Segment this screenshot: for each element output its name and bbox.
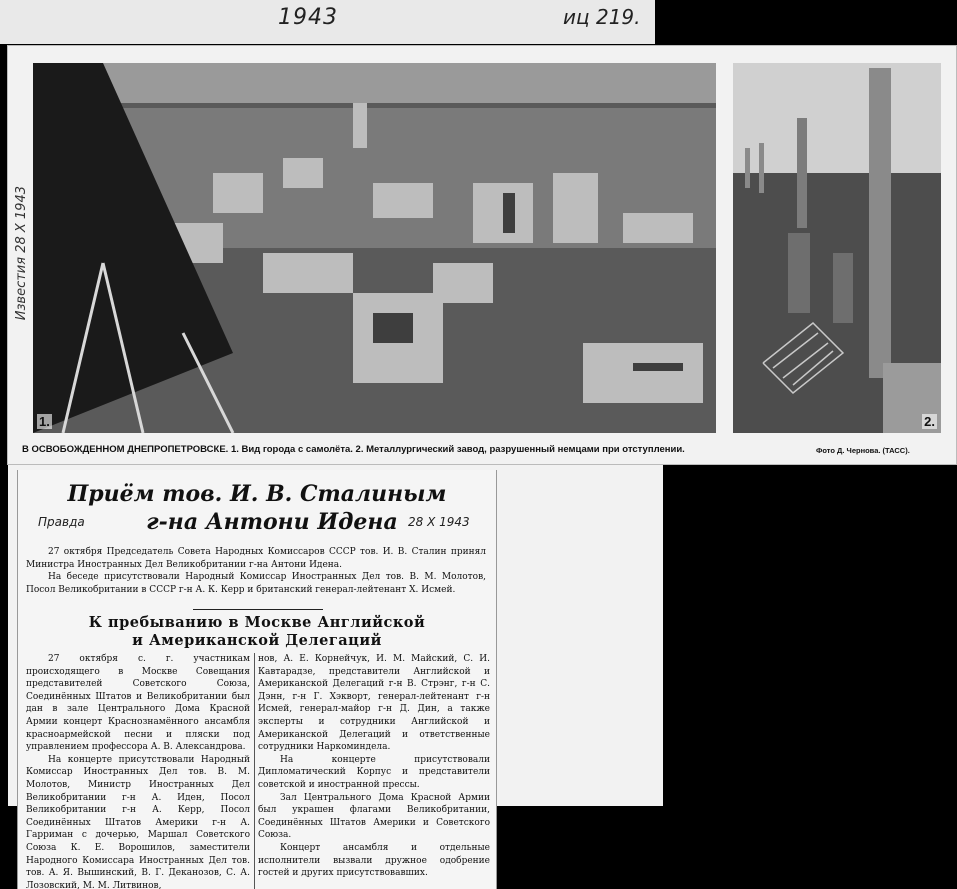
column-paragraph: Зал Центрального Дома Красной Армии был украшен флагами Великобритании, Соединённых Штатов Америки и Советского Союза. — [258, 792, 490, 841]
photo-destroyed-steel-plant — [733, 63, 941, 433]
column-paragraph: На концерте присутствовали Народный Комиссар Иностранных Дел тов. В. М. Молотов, Министр Иностранных Дел Великобритании г-н А. Иден, Посол Великобритании г-н А. Керр, Посол Соединённых Штатов Америки г-н А. Гарриман с дочерью, Маршал Советского Союза К. Е. Ворошилов, заместители Народного Комиссара Иностранных Дел тов. тов. А. Я. Вышинский, В. Г. Деканозов, С. А. Лозовский, М. М. Литвинов, — [26, 754, 250, 889]
archive-header-strip — [0, 0, 655, 44]
photo-caption — [22, 444, 922, 455]
handwritten-article-date: 28 X 1943 — [408, 515, 470, 529]
article-intro — [26, 546, 486, 596]
city-photo-image — [33, 63, 716, 433]
column-paragraph: 27 октября с. г. участникам происходящего в Москве Совещания представителей Советского Союза, Соединённых Штатов и Великобритании был дан в зале Центрального Дома Красной Армии концерт Краснознамённого ансамбля красноармейской песни и пляски под управлением профессора А. В. Александрова. — [26, 654, 250, 753]
photo-number-1: 1. — [39, 414, 50, 429]
subheading-line-2: и Американской Делегаций — [132, 632, 382, 649]
news-article — [17, 470, 497, 889]
article-subheading — [18, 614, 496, 650]
handwritten-side-note: Известия 28 X 1943 — [14, 186, 29, 321]
headline-line-2: г-на Антони Идена — [146, 509, 398, 535]
photo-city-aerial-view — [33, 63, 716, 433]
photo-credit: Фото Д. Чернова. (ТАСС). — [816, 446, 910, 455]
column-paragraph: На концерте присутствовали Дипломатический Корпус и представители советской и иностранной прессы. — [258, 754, 490, 790]
article-column-2 — [258, 653, 490, 880]
intro-paragraph: 27 октября Председатель Совета Народных Комиссаров СССР тов. И. В. Сталин принял Министра Иностранных Дел Великобритании г-на Антони Идена. — [26, 547, 486, 570]
article-column-1 — [26, 653, 250, 889]
headline-line-1: Приём тов. И. В. Сталиным — [67, 481, 447, 507]
handwritten-code: иц 219. — [563, 5, 641, 29]
handwritten-year: 1943 — [278, 5, 338, 30]
intro-paragraph: На беседе присутствовали Народный Комиссар Иностранных Дел тов. В. М. Молотов, Посол Великобритании в СССР г-н А. К. Керр и британский генерал-лейтенант Х. Исмей. — [26, 572, 486, 595]
caption-text: В ОСВОБОЖДЕННОМ ДНЕПРОПЕТРОВСКЕ. 1. Вид города с самолёта. 2. Металлургический завод, разрушенный немцами при отступлении. — [22, 444, 685, 455]
column-divider — [254, 653, 255, 889]
handwritten-source: Правда — [38, 515, 85, 529]
section-divider — [193, 609, 323, 610]
photo-number-2: 2. — [924, 414, 935, 429]
plant-photo-image — [733, 63, 941, 433]
subheading-line-1: К пребыванию в Москве Английской — [88, 614, 426, 631]
column-paragraph: нов, А. Е. Корнейчук, И. М. Майский, С. И. Кавтарадзе, представители Английской и Американской Делегаций г-н В. Стрэнг, г-н С. Дэнн, г-н Г. Хэкворт, генерал-лейтенант г-н Исмей, генерал-майор г-н Д. Дин, а также эксперты и сотрудники Английской и Американской Делегаций и ответственные сотрудники Наркоминдела. — [258, 654, 490, 753]
column-paragraph: Концерт ансамбля и отдельные исполнители вызвали дружное одобрение гостей и других присутствовавших. — [258, 842, 490, 879]
